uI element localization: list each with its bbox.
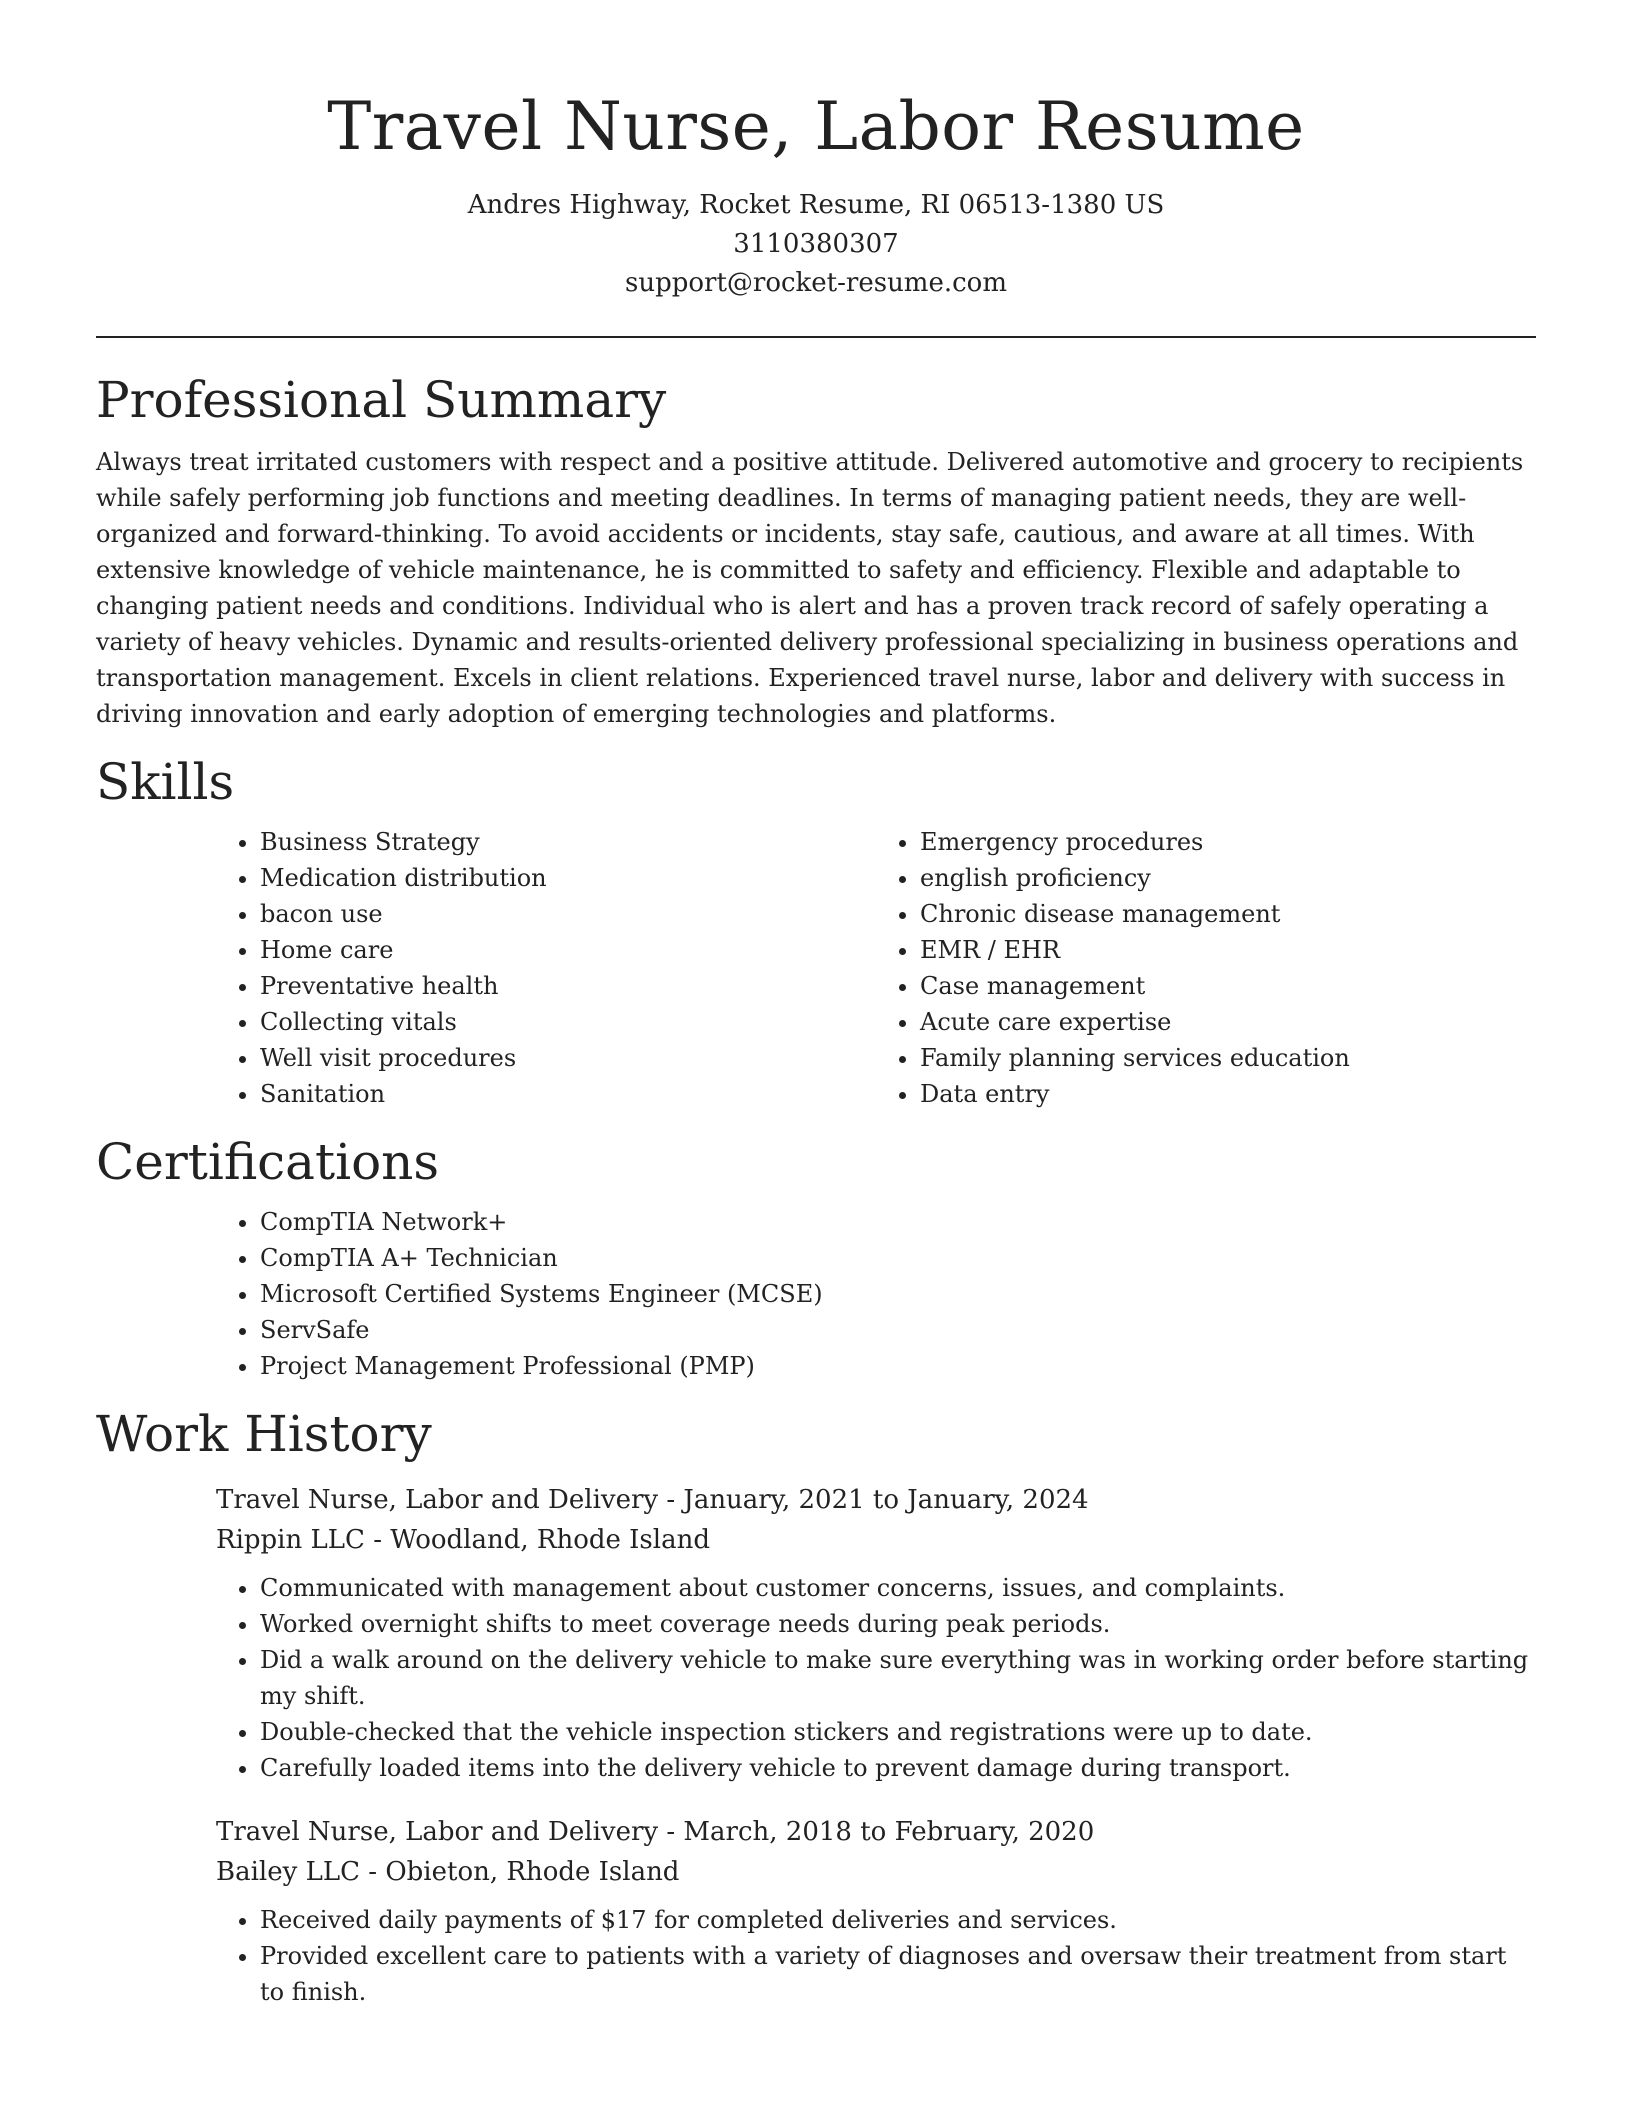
skill-item: • Medication distribution [260,860,876,896]
certification-item: • Project Management Professional (PMP) [260,1348,1536,1384]
certification-item: • CompTIA Network+ [260,1204,1536,1240]
skill-item: • english proficiency [920,860,1536,896]
job-entry [216,1812,1536,2010]
job-duty-item: • Received daily payments of $17 for completed deliveries and services. [260,1902,1536,1938]
skill-item: • Well visit procedures [260,1040,876,1076]
job-company-line [216,1852,1536,1892]
job-duty-item: • Carefully loaded items into the delivery vehicle to prevent damage during transport. [260,1750,1536,1786]
job-duty-item: • Double-checked that the vehicle inspection stickers and registrations were up to date. [260,1714,1536,1750]
skill-item: • Sanitation [260,1076,876,1112]
job-company-line [216,1520,1536,1560]
skills-list-right [876,824,1536,1112]
contact-phone: 3110380307 [733,229,899,259]
job-duty-item: • Provided excellent care to patients with a variety of diagnoses and oversaw their treatment from start to finish. [260,1938,1536,2010]
skill-item: • Case management [920,968,1536,1004]
certifications-heading: Certifications [96,1133,440,1191]
skills-section [96,746,1536,1112]
summary-text: Always treat irritated customers with respect and a positive attitude. Delivered automotive and grocery to recipients while safely performing job functions and meeting deadlines. In terms of managing patient needs, they are well-organized and forward-thinking. To avoid accidents or incidents, stay safe, cautious, and aware at all times. With extensive knowledge of vehicle maintenance, he is committed to safety and efficiency. Flexible and adaptable to changing patient needs and conditions. Individual who is alert and has a proven track record of safely operating a variety of heavy vehicles. Dynamic and results-oriented delivery professional specializing in business operations and transportation management. Excels in client relations. Experienced travel nurse, labor and delivery with success in driving innovation and early adoption of emerging technologies and platforms. [96,448,1524,728]
resume-page [96,0,1536,2010]
certifications-body [216,1204,1536,1384]
job-location: - Obieton, Rhode Island [360,1857,680,1887]
job-duty-item: • Worked overnight shifts to meet coverage needs during peak periods. [260,1606,1536,1642]
job-company: Rippin LLC [216,1525,365,1555]
skill-item: • Acute care expertise [920,1004,1536,1040]
skill-item: • Data entry [920,1076,1536,1112]
skills-heading: Skills [96,753,235,811]
job-company: Bailey LLC [216,1857,361,1887]
job-entry [216,1480,1536,1786]
header-divider [96,336,1536,338]
contact-address: Andres Highway, Rocket Resume, RI 06513-1380 US [467,190,1165,220]
skills-columns [216,824,1536,1112]
job-dates: - March, 2018 to February, 2020 [658,1817,1095,1847]
skill-item: • Collecting vitals [260,1004,876,1040]
job-duty-item: • Communicated with management about customer concerns, issues, and complaints. [260,1570,1536,1606]
certification-item: • CompTIA A+ Technician [260,1240,1536,1276]
summary-section [96,364,1536,732]
contact-email: support@rocket-resume.com [624,268,1007,298]
job-title-line [216,1480,1536,1520]
job-role: Travel Nurse, Labor and Delivery [216,1817,659,1847]
certifications-list [216,1204,1536,1384]
summary-heading: Professional Summary [96,371,667,429]
job-location: - Woodland, Rhode Island [364,1525,710,1555]
skill-item: • Emergency procedures [920,824,1536,860]
skill-item: • EMR / EHR [920,932,1536,968]
skill-item: • bacon use [260,896,876,932]
work-history-section [96,1398,1536,2010]
resume-header [96,0,1536,303]
job-duties-list [216,1902,1536,2010]
skill-item: • Chronic disease management [920,896,1536,932]
job-duty-item: • Did a walk around on the delivery vehicle to make sure everything was in working order before starting my shift. [260,1642,1536,1714]
job-dates: - January, 2021 to January, 2024 [658,1485,1089,1515]
work-history-heading: Work History [96,1405,432,1463]
skills-list-left [216,824,876,1112]
job-title-line [216,1812,1536,1852]
certification-item: • Microsoft Certified Systems Engineer (MCSE) [260,1276,1536,1312]
certifications-section [96,1126,1536,1384]
contact-info [96,186,1536,303]
job-duties-list [216,1570,1536,1786]
skill-item: • Family planning services education [920,1040,1536,1076]
job-role: Travel Nurse, Labor and Delivery [216,1485,659,1515]
skill-item: • Preventative health [260,968,876,1004]
certification-item: • ServSafe [260,1312,1536,1348]
page-title: Travel Nurse, Labor Resume [327,88,1305,165]
skill-item: • Business Strategy [260,824,876,860]
skill-item: • Home care [260,932,876,968]
